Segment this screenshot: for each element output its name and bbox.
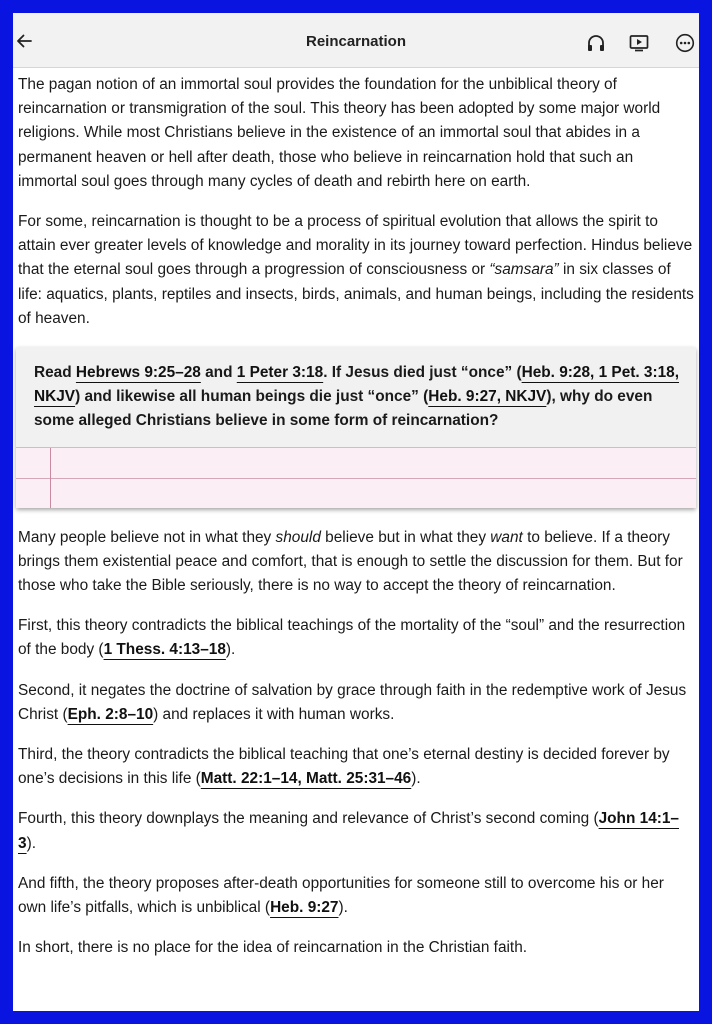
paragraph-8: And fifth, the theory proposes after-death opportunities for someone still to overcome his or her own life’s pitfalls, which is unbiblical (Heb. 9:27). bbox=[18, 874, 664, 917]
paragraph-6: Third, the theory contradicts the biblical teaching that one’s eternal destiny is decided forever by one’s decisions in this life (Matt. 22:1–14, Matt. 25:31–46). bbox=[18, 746, 670, 788]
ref-link[interactable]: Eph. 2:8–10 bbox=[67, 705, 154, 723]
paragraph-2: For some, reincarnation is thought to be a process of spiritual evolution that allows the spirit to attain ever greater levels of knowledge and morality in its journey toward perfection. Hindus believe that the eternal soul goes through a progression of consciousness or “samsara” in six classes of life: aquatics, plants, reptiles and insects, birds, animals, and human beings, including the residents of heaven. bbox=[18, 213, 694, 327]
answer-input-area[interactable] bbox=[16, 448, 696, 508]
more-button[interactable] bbox=[673, 32, 697, 54]
ref-link[interactable]: Matt. 22:1–14, Matt. 25:31–46 bbox=[200, 770, 412, 788]
back-arrow-icon bbox=[16, 33, 32, 49]
paragraph-4: First, this theory contradicts the biblical teachings of the mortality of the “soul” and the resurrection of the body (1 Thess. 4:13–18). bbox=[18, 617, 686, 659]
question-text: Read Hebrews 9:25–28 and 1 Peter 3:18. If Jesus died just “once” (Heb. 9:28, 1 Pet. 3:18, NKJV) and likewise all human beings die just “once” (Heb. 9:27, NKJV), why do even some alleged Christians believe in some form of reincarnation? bbox=[16, 347, 696, 448]
page-title: Reincarnation bbox=[305, 33, 407, 50]
ref-link[interactable]: Hebrews 9:25–28 bbox=[75, 364, 201, 382]
video-button[interactable] bbox=[627, 32, 651, 54]
ruled-line bbox=[16, 478, 696, 479]
study-question-card bbox=[16, 347, 696, 508]
audio-button[interactable] bbox=[584, 32, 608, 54]
paragraph-3: Many people believe not in what they should believe but in what they want to believe. If a theory brings them existential peace and comfort, that is enough to settle the discussion for them. But for those who take the Bible seriously, there is no way to accept the theory of reincarnation. bbox=[18, 528, 683, 595]
headphones-icon bbox=[586, 34, 606, 52]
ref-link[interactable]: Heb. 9:28, 1 Pet. 3:18, NKJV bbox=[34, 364, 680, 406]
margin-line bbox=[50, 448, 51, 508]
ref-link[interactable]: Heb. 9:27, NKJV bbox=[428, 388, 547, 406]
paragraph-7: Fourth, this theory downplays the meaning and relevance of Christ’s second coming (John 14:1–3). bbox=[18, 810, 679, 852]
paragraph-9: In short, there is no place for the idea of reincarnation in the Christian faith. bbox=[18, 939, 528, 957]
samsara-term: “samsara” bbox=[489, 261, 559, 279]
top-app-bar bbox=[13, 18, 699, 68]
ref-link[interactable]: Heb. 9:27 bbox=[270, 899, 339, 917]
lesson-content bbox=[18, 73, 694, 976]
paragraph-5: Second, it negates the doctrine of salvation by grace through faith in the redemptive work of Jesus Christ (Eph. 2:8–10) and replaces it with human works. bbox=[18, 681, 687, 723]
paragraph-1: The pagan notion of an immortal soul provides the foundation for the unbiblical theory of reincarnation or transmigration of the soul. This theory has been adopted by some major world religions. While most Christians believe in the existence of an immortal soul that abides in a permanent heaven or hell after death, those who believe in reincarnation hold that such an immortal soul goes through many cycles of death and rebirth here on earth. bbox=[18, 76, 661, 190]
ref-link[interactable]: 1 Thess. 4:13–18 bbox=[103, 641, 226, 659]
reader-window bbox=[13, 13, 699, 1011]
more-options-icon bbox=[675, 33, 695, 53]
video-play-icon bbox=[629, 34, 649, 52]
ref-link[interactable]: 1 Peter 3:18 bbox=[236, 364, 324, 382]
back-button[interactable] bbox=[13, 30, 35, 52]
ref-link[interactable]: John 14:1–3 bbox=[18, 810, 679, 852]
